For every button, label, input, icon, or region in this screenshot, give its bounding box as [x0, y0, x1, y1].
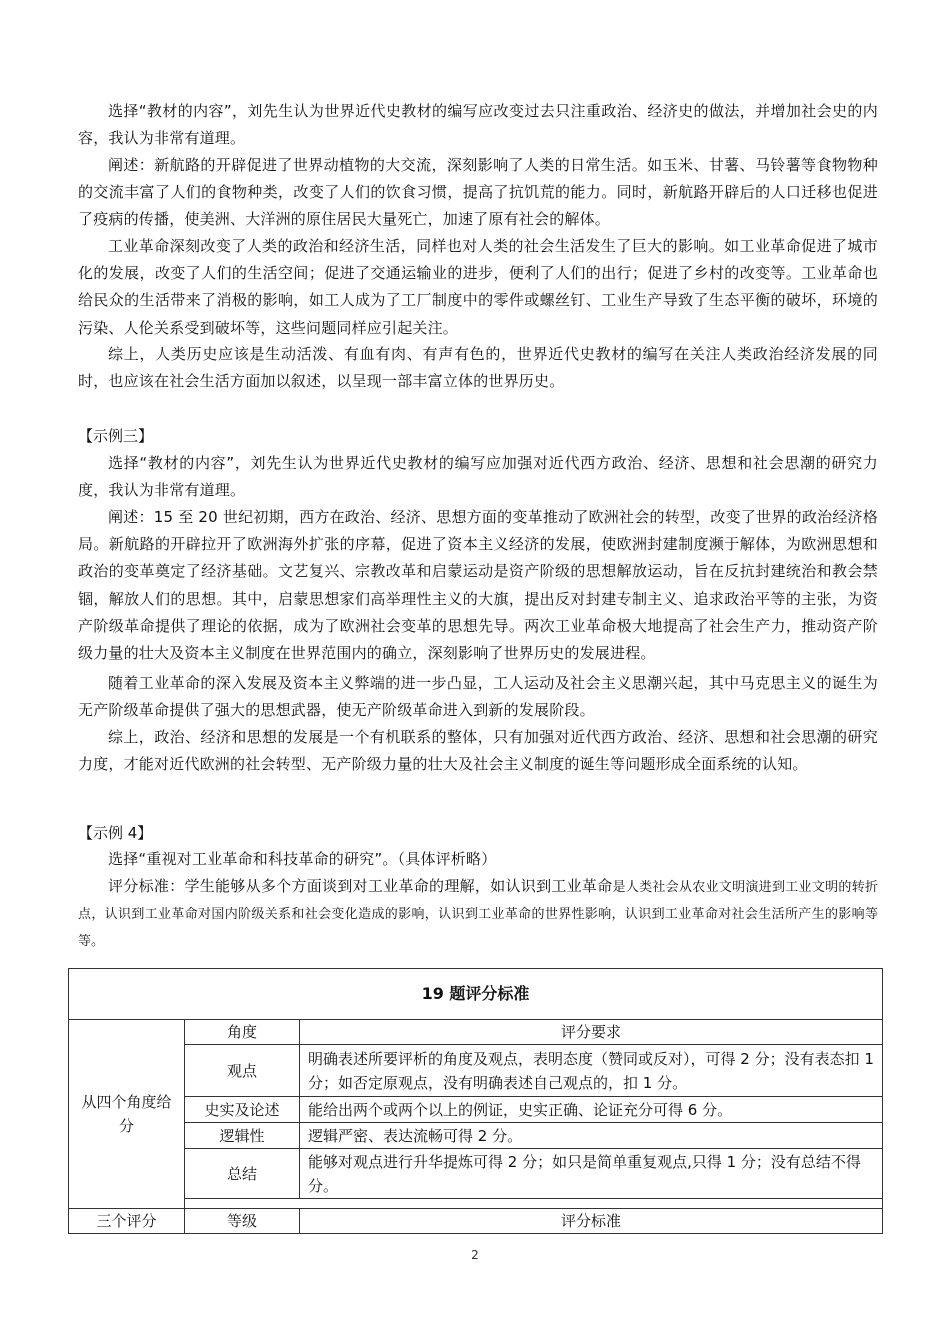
header-requirement: 评分要求 — [300, 1020, 883, 1045]
example2-paragraph-2: 阐述：新航路的开辟促进了世界动植物的大交流，深刻影响了人类的日常生活。如玉米、甘薯、马铃薯等食物物种的交流丰富了人们的食物种类，改变了人们的饮食习惯，提高了抗饥荒的能力。同时，新航路开辟后的人口迁移也促进了疫病的传播，使美洲、大洋洲的原住居民大量死亡，加速了原有社会的解体。 — [78, 156, 878, 229]
page-number: 2 — [471, 1248, 479, 1262]
table-row-requirement: 明确表述所要评析的角度及观点，表明态度（赞同或反对），可得 2 分；没有表态扣 1 分；如否定原观点，没有明确表述自己观点的，扣 1 分。 — [300, 1045, 883, 1097]
table-spacer-row — [185, 1199, 883, 1209]
example4-heading: 【示例 4】 — [78, 824, 153, 842]
scoring-table — [68, 968, 883, 1234]
grading-criteria-rest: 是人类社会从农业文明演进到工业文明的转折点，认识到工业革命对国内阶级关系和社会变化造成的影响，认识到工业革命的世界性影响，认识到工业革命对社会生活所产生的影响等等。 — [78, 880, 878, 950]
example2-paragraph-3: 工业革命深刻改变了人类的政治和经济生活，同样也对人类的社会生活发生了巨大的影响。如工业革命促进了城市化的发展，改变了人们的生活空间；促进了交通运输业的进步，便利了人们的出行；促进了乡村的改变等。工业革命也给民众的生活带来了消极的影响，如工人成为了工厂制度中的零件或螺丝钉、工业生产导致了生态平衡的破坏，环境的污染、人伦关系受到破坏等，这些问题同样应引起关注。 — [78, 237, 878, 337]
table-row-angle: 逻辑性 — [185, 1123, 300, 1149]
bottom-header-criteria: 评分标准 — [300, 1209, 883, 1234]
table-row-requirement: 能给出两个或两个以上的例证，史实正确、论证充分可得 6 分。 — [300, 1097, 883, 1123]
example3-heading: 【示例三】 — [78, 427, 154, 445]
table-row-angle: 观点 — [185, 1045, 300, 1097]
header-angle: 角度 — [185, 1020, 300, 1045]
table-row-angle: 总结 — [185, 1149, 300, 1199]
example2-paragraph-1: 选择“教材的内容”，刘先生认为世界近代史教材的编写应改变过去只注重政治、经济史的做法，并增加社会史的内容，我认为非常有道理。 — [78, 102, 878, 148]
example3-paragraph-4: 综上，政治、经济和思想的发展是一个有机联系的整体，只有加强对近代西方政治、经济、思想和社会思潮的研究力度，才能对近代欧洲的社会转型、无产阶级力量的壮大及社会主义制度的诞生等问题形成全面系统的认知。 — [78, 728, 878, 774]
example4-paragraph-1: 选择“重视对工业革命和科技革命的研究”。（具体评析略） — [108, 850, 497, 868]
example4-paragraph-2 — [78, 873, 878, 956]
bottom-header-level: 等级 — [185, 1209, 300, 1234]
table-row-requirement: 逻辑严密、表达流畅可得 2 分。 — [300, 1123, 883, 1149]
example3-paragraph-2: 阐述：15 至 20 世纪初期，西方在政治、经济、思想方面的变革推动了欧洲社会的转型，改变了世界的政治经济格局。新航路的开辟拉开了欧洲海外扩张的序幕，促进了资本主义经济的发展，使欧洲封建制度濒于解体，为欧洲思想和政治的变革奠定了经济基础。文艺复兴、宗教改革和启蒙运动是资产阶级的思想解放运动，旨在反抗封建统治和教会禁锢，解放人们的思想。其中，启蒙思想家们高举理性主义的大旗，提出反对封建专制主义、追求政治平等的主张，为资产阶级革命提供了理论的依据，成为了欧洲社会变革的思想先导。两次工业革命极大地提高了社会生产力，推动资产阶级力量的壮大及资本主义制度在世界范围内的确立，深刻影响了世界历史的发展进程。 — [78, 508, 878, 663]
grading-criteria-lead: 评分标准：学生能够从多个方面谈到对工业革命的理解，如认识到工业革命 — [108, 877, 613, 895]
example2-paragraph-4: 综上，人类历史应该是生动活泼、有血有肉、有声有色的，世界近代史教材的编写在关注人类政治经济发展的同时，也应该在社会生活方面加以叙述，以呈现一部丰富立体的世界历史。 — [78, 345, 878, 391]
table-row-requirement: 能够对观点进行升华提炼可得 2 分；如只是简单重复观点,只得 1 分；没有总结不得分。 — [300, 1149, 883, 1199]
example3-paragraph-1: 选择“教材的内容”，刘先生认为世界近代史教材的编写应加强对近代西方政治、经济、思想和社会思潮的研究力度，我认为非常有道理。 — [78, 454, 878, 500]
example3-paragraph-3: 随着工业革命的深入发展及资本主义弊端的进一步凸显，工人运动及社会主义思潮兴起，其中马克思主义的诞生为无产阶级革命提供了强大的思想武器，使无产阶级革命进入到新的发展阶段。 — [78, 674, 878, 720]
table-row-angle: 史实及论述 — [185, 1097, 300, 1123]
table-title: 19 题评分标准 — [69, 969, 883, 1020]
bottom-header-scores: 三个评分 — [69, 1209, 185, 1234]
group-label-cell: 从四个角度给分 — [69, 1020, 185, 1209]
